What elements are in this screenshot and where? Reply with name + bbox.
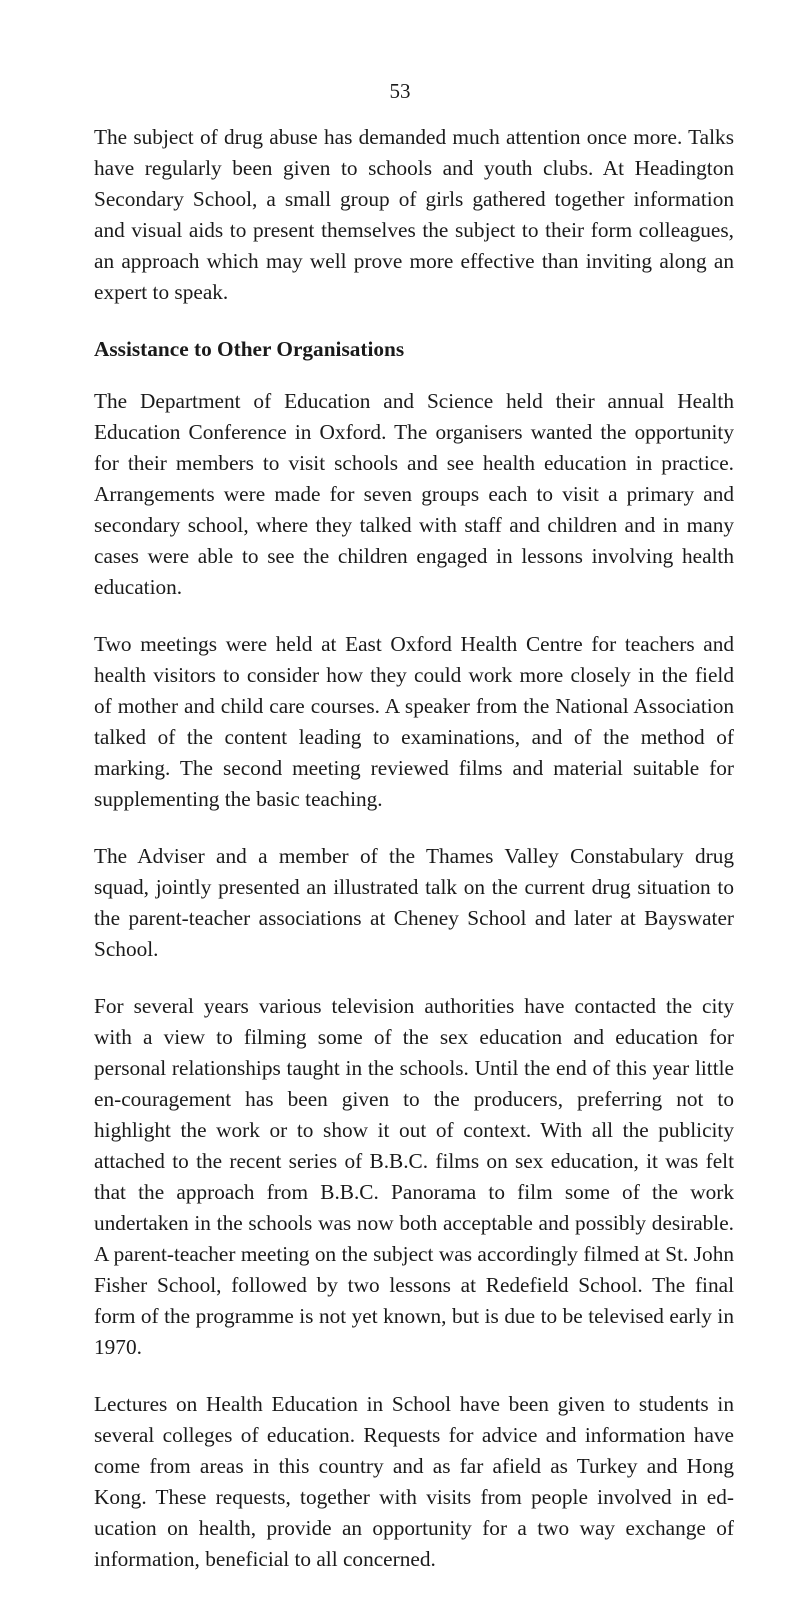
page-body: [94, 122, 734, 1601]
paragraph-lectures: Lectures on Health Education in School have been given to students in several colleges of education. Requests for advice and information have come from areas in this country and as far afield as Turkey and Hong Kong. These requests, together with visits from people involved in ed-ucation on health, provide an opportunity for a two way exchange of information, beneficial to all concerned.: [94, 1392, 734, 1571]
paragraph-des-conference: The Department of Education and Science held their annual Health Education Conference in Oxford. The organisers wanted the opportunity for their members to visit schools and see health education in practice. Arrangements were made for seven groups each to visit a primary and secondary school, where they talked with staff and children and in many cases were able to see the children engaged in lessons involving health education.: [94, 389, 734, 599]
paragraph-drug-squad-talk: The Adviser and a member of the Thames Valley Constabulary drug squad, jointly presented an illustrated talk on the current drug situation to the parent-teacher associations at Cheney School and later at Bayswater School.: [94, 844, 734, 961]
paragraph-television: For several years various television authorities have contacted the city with a view to filming some of the sex education and education for personal relationships taught in the schools. Until the end of this year little en-couragement has been given to the producers, preferring not to highlight the work or to show it out of context. With all the publicity attached to the recent series of B.B.C. films on sex education, it was felt that the approach from B.B.C. Panorama to film some of the work undertaken in the schools was now both acceptable and possibly desirable. A parent-teacher meeting on the subject was accordingly filmed at St. John Fisher School, followed by two lessons at Redefield School. The final form of the programme is not yet known, but is due to be televised early in 1970.: [94, 994, 734, 1359]
paragraph-health-centre-meetings: Two meetings were held at East Oxford Health Centre for teachers and health visitors to consider how they could work more closely in the field of mother and child care courses. A speaker from the National Association talked of the content leading to examinations, and of the method of marking. The second meeting reviewed films and material suitable for supplementing the basic teaching.: [94, 632, 734, 811]
section-heading: Assistance to Other Organisations: [94, 337, 405, 361]
page-number: 53: [389, 79, 411, 103]
paragraph-drug-abuse: The subject of drug abuse has demanded much attention once more. Talks have regularly been given to schools and youth clubs. At Headington Secondary School, a small group of girls gathered together information and visual aids to present themselves the subject to their form colleagues, an approach which may well prove more effective than inviting along an expert to speak.: [94, 125, 734, 304]
